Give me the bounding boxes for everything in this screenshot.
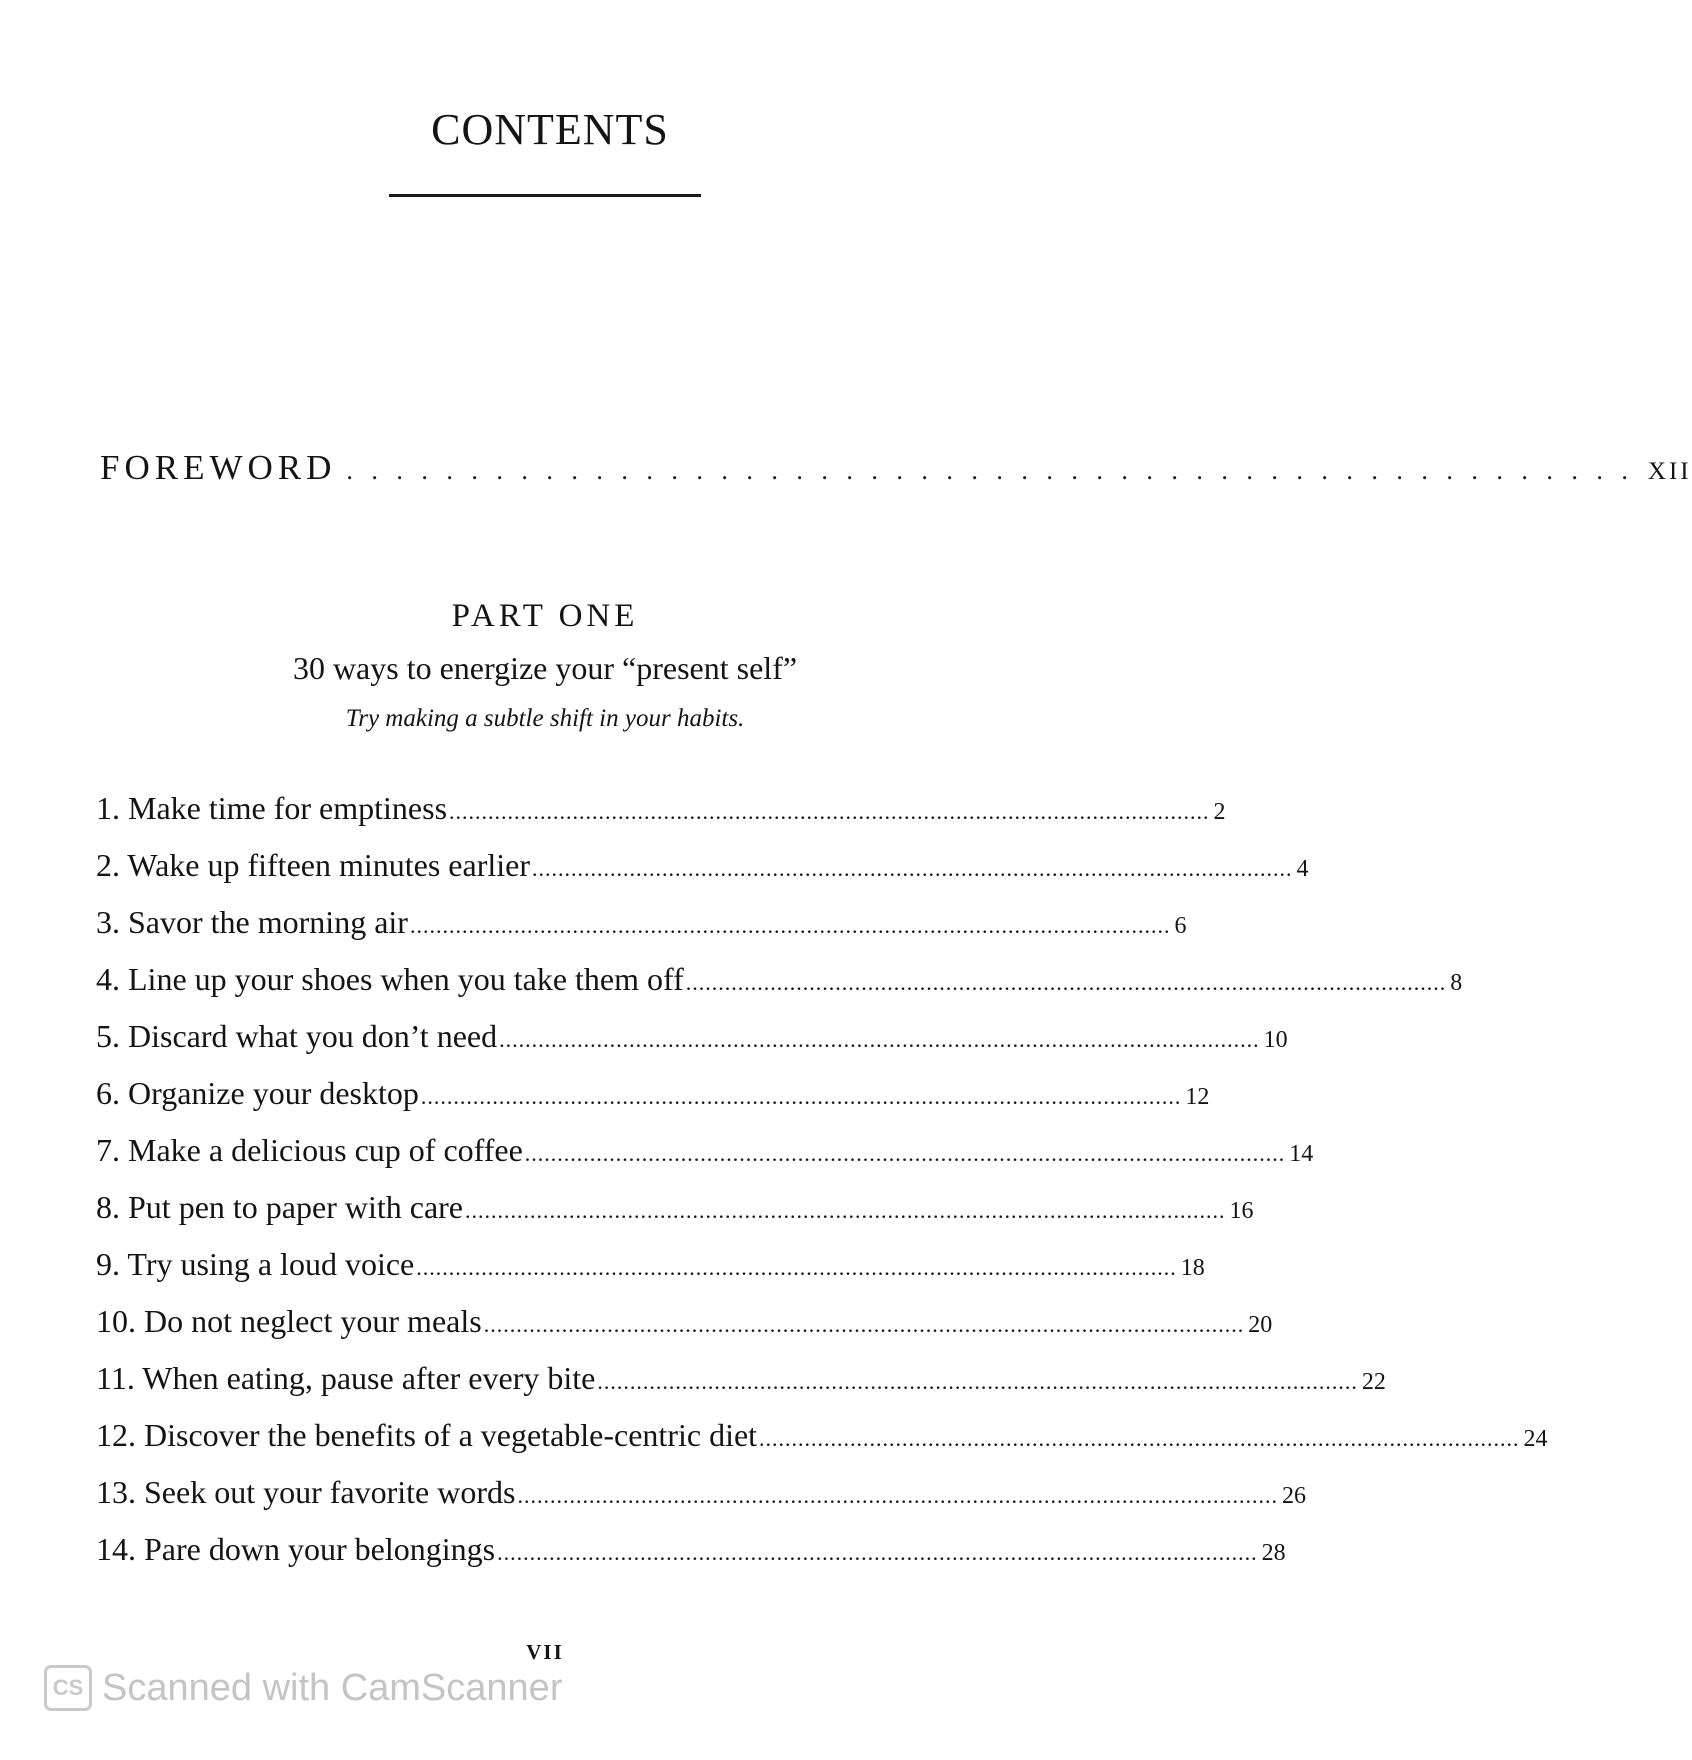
toc-entry [96,1531,1286,1588]
dot-leader: ..................................................................................................................... [409,913,1171,938]
toc-entry-page: 10 [1263,1027,1288,1053]
dot-leader: ..................................................................................................................... [449,799,1210,824]
toc-entry [96,1189,1254,1246]
dot-leader: ..................................................................................................................... [685,970,1447,995]
toc-entry [96,790,1226,847]
dot-leader: ..................................................................................................................... [597,1369,1358,1394]
dot-leader: ..................................................................................................................... [759,1426,1520,1451]
part-heading: PART ONE [451,598,639,634]
toc-entry [96,1303,1273,1360]
toc-entry-page: 26 [1281,1483,1306,1509]
toc-entry-title: 9. Try using a loud voice [96,1246,415,1282]
toc-entry-title: 6. Organize your desktop [96,1075,419,1111]
toc-entry [96,1417,1548,1474]
dot-leader: . . . . . . . . . . . . . . . . . . . . . . . . . . . . . . . . . . . . . . . . . . . . . . . . . . . . [346,456,1634,485]
toc-entry-title: 3. Savor the morning air [96,904,408,940]
toc-entry-title: 7. Make a delicious cup of coffee [96,1132,523,1168]
toc-entry-title: 12. Discover the benefits of a vegetable-centric diet [96,1417,758,1453]
part-tagline: Try making a subtle shift in your habits. [345,705,745,732]
toc-entry-page: 24 [1523,1426,1548,1452]
dot-leader: ..................................................................................................................... [524,1141,1286,1166]
toc-entry-title: 14. Pare down your belongings [96,1531,496,1567]
page-number: VII [526,1640,564,1664]
toc-entry [96,847,1309,904]
dot-leader: ..................................................................................................................... [465,1198,1226,1223]
toc-entry [96,1075,1210,1132]
toc-entry [96,1474,1306,1531]
toc-entry-page: 20 [1248,1312,1273,1338]
dot-leader: ..................................................................................................................... [497,1540,1258,1565]
toc-entry-page: 22 [1361,1369,1386,1395]
page-title: CONTENTS [431,105,669,154]
watermark-text: Scanned with CamScanner [102,1666,563,1709]
foreword-label: FOREWORD [100,448,337,487]
dot-leader: ..................................................................................................................... [517,1483,1278,1508]
toc-entry-page: 14 [1289,1141,1314,1167]
toc-entry-title: 1. Make time for emptiness [96,790,448,826]
toc-entry-page: 2 [1213,799,1226,825]
part-subtitle: 30 ways to energize your “present self” [292,650,798,686]
toc-entry-page: 8 [1450,970,1463,996]
dot-leader: ..................................................................................................................... [483,1312,1245,1337]
toc-entry-title: 2. Wake up fifteen minutes earlier [96,847,530,883]
toc-entry-page: 16 [1229,1198,1254,1224]
scanner-watermark [44,1665,562,1711]
toc-entry-title: 4. Line up your shoes when you take them off [96,961,684,997]
toc-entry [96,1360,1386,1417]
toc-entry [96,1018,1288,1075]
toc-entry-page: 6 [1174,913,1187,939]
toc-entry-page: 4 [1296,856,1309,882]
dot-leader: ..................................................................................................................... [416,1255,1177,1280]
camscanner-logo-icon: CS [44,1665,92,1711]
title-underline [389,194,701,197]
dot-leader: ..................................................................................................................... [532,856,1293,881]
toc-entry-page: 12 [1185,1084,1210,1110]
toc-entry-title: 10. Do not neglect your meals [96,1303,482,1339]
toc-entry-page: 18 [1180,1255,1205,1281]
foreword-entry [100,448,1692,488]
toc-entry-title: 11. When eating, pause after every bite [96,1360,596,1396]
dot-leader: ..................................................................................................................... [499,1027,1260,1052]
toc-entry-title: 5. Discard what you don’t need [96,1018,498,1054]
toc-entry-page: 28 [1261,1540,1286,1566]
toc-entry [96,904,1187,961]
dot-leader: ..................................................................................................................... [420,1084,1182,1109]
toc-entry [96,1132,1314,1189]
toc-list [96,790,1548,1588]
toc-entry [96,961,1463,1018]
foreword-page-number: XII [1647,458,1692,485]
toc-entry-title: 8. Put pen to paper with care [96,1189,463,1225]
toc-entry-title: 13. Seek out your favorite words [96,1474,516,1510]
toc-entry [96,1246,1205,1303]
